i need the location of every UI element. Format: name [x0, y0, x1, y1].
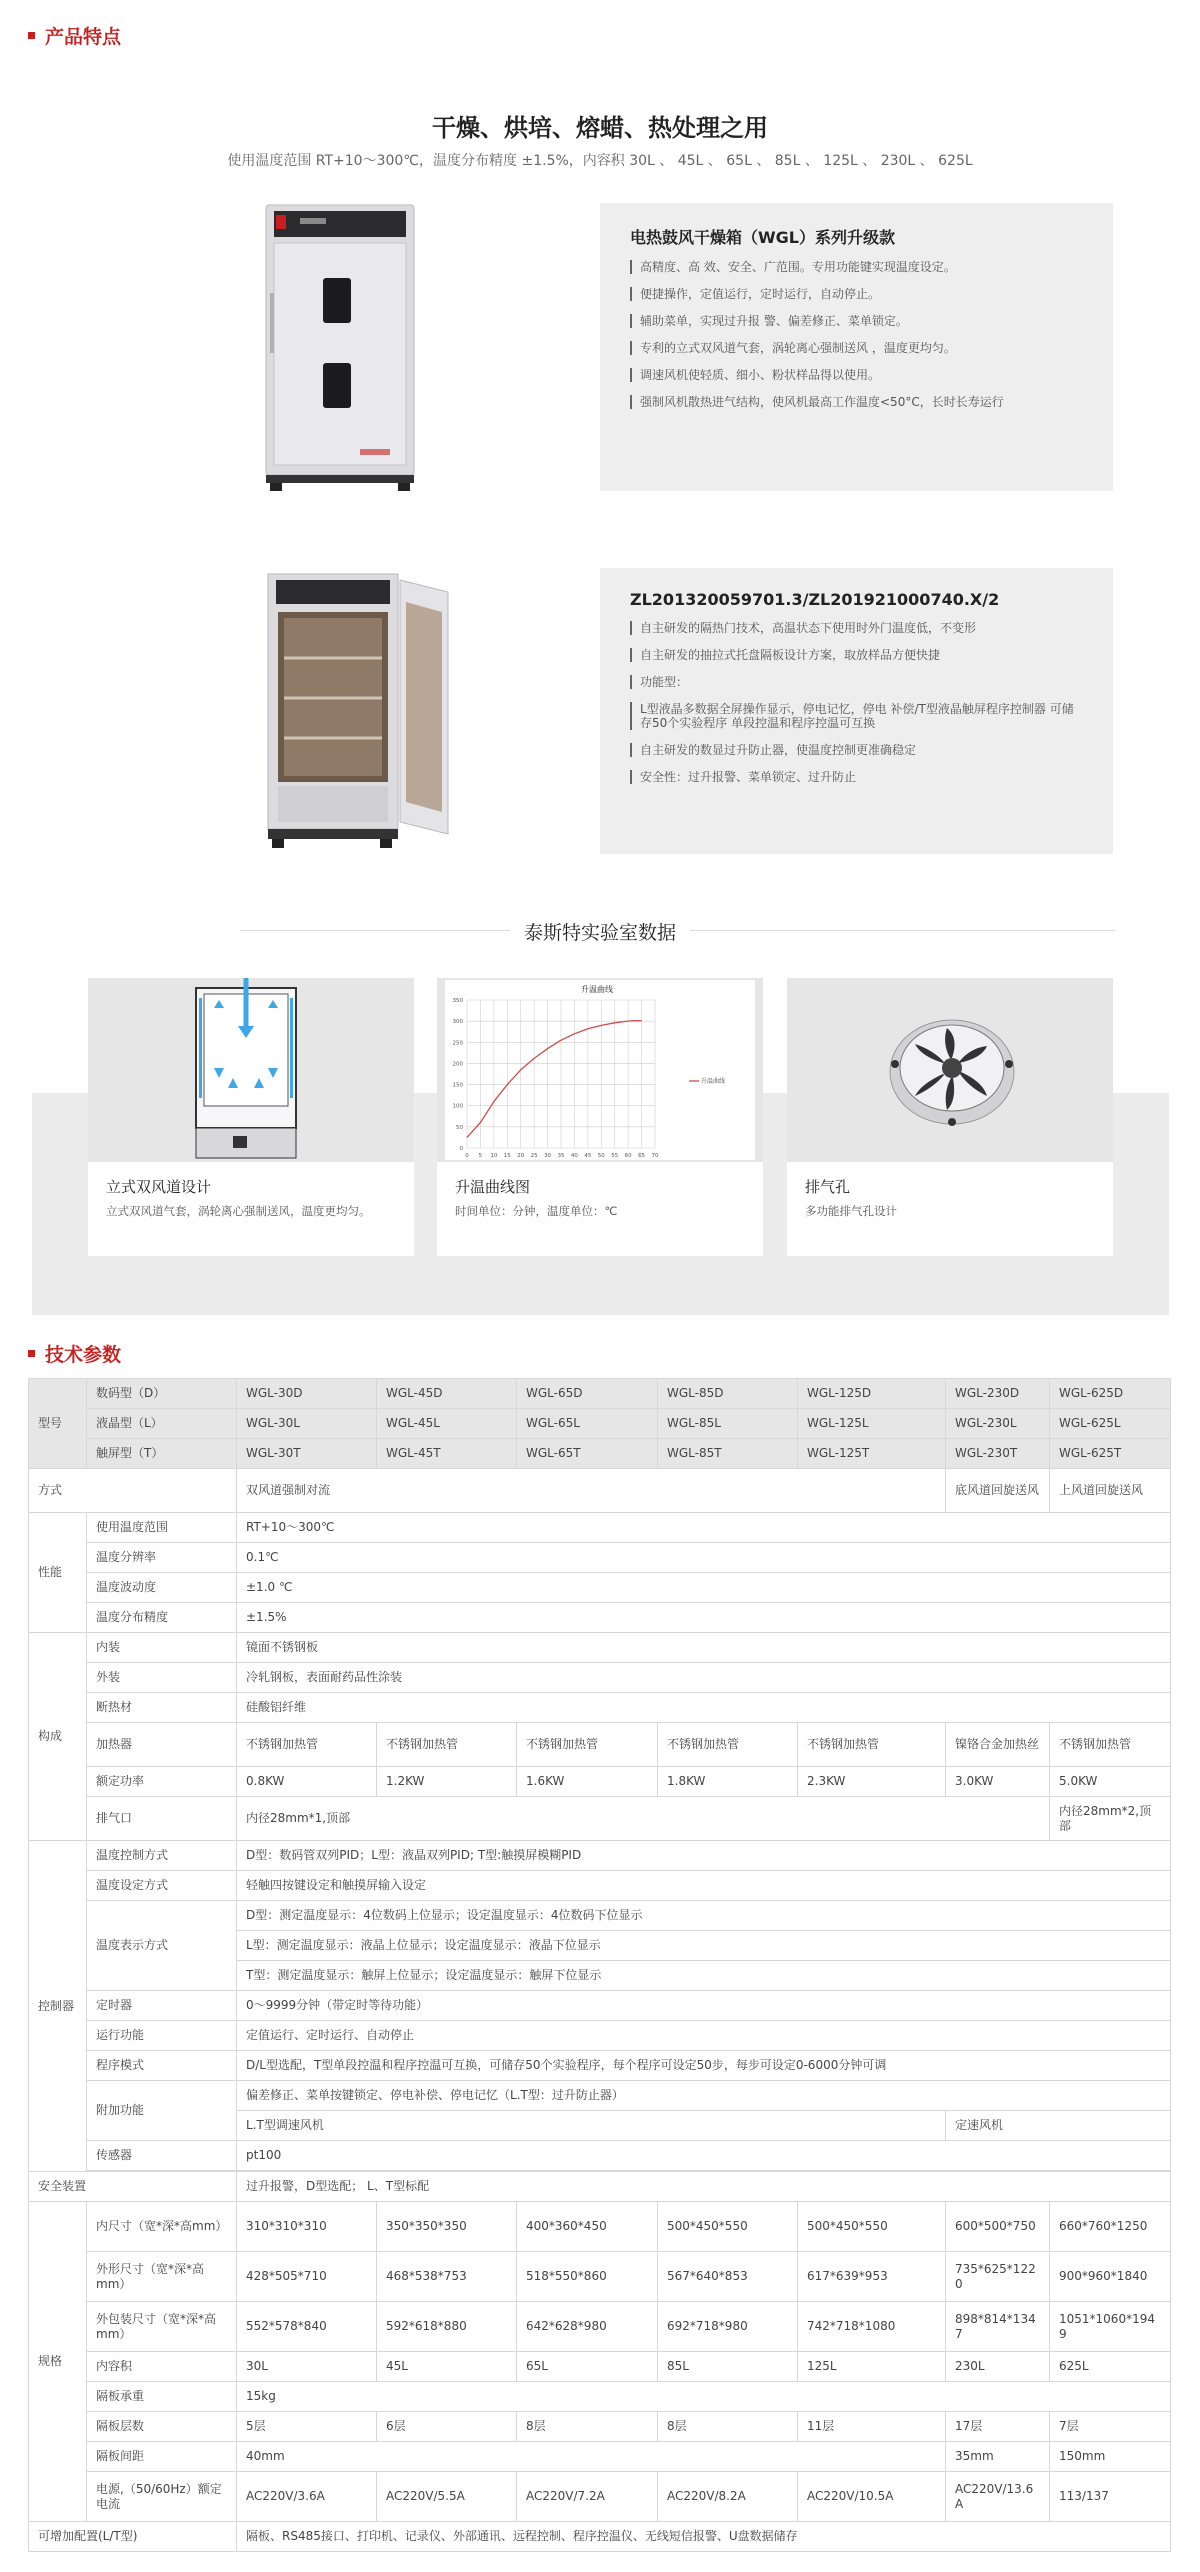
cell: WGL-230L	[946, 1409, 1050, 1439]
row-label: 隔板层数	[87, 2412, 237, 2442]
cell: L.T型调速风机	[237, 2111, 946, 2141]
group-cell: 构成	[29, 1633, 87, 1841]
feature-item: 便捷操作，定值运行，定时运行，自动停止。	[630, 287, 1083, 301]
cell: 40mm	[237, 2442, 946, 2472]
group-cell: 方式	[29, 1469, 237, 1513]
feature-item: 高精度、高 效、安全、广范围。专用功能键实现温度设定。	[630, 260, 1083, 274]
cell: 500*450*550	[658, 2202, 798, 2252]
row-label: 外装	[87, 1663, 237, 1693]
lab-heading	[0, 918, 1200, 945]
table-row	[29, 2302, 1171, 2352]
y-tick-label: 300	[452, 1019, 463, 1026]
cell: 85L	[658, 2352, 798, 2382]
cell: L型：测定温度显示：液晶上位显示；设定温度显示：液晶下位显示	[237, 1931, 1171, 1961]
table-row	[29, 1573, 1171, 1603]
cell: 上风道回旋送风	[1050, 1469, 1171, 1513]
table-row	[29, 1991, 1171, 2021]
product2-heading: ZL201320059701.3/ZL201921000740.X/2	[630, 590, 1000, 609]
cell: 镍铬合金加热丝	[946, 1723, 1050, 1767]
cell: 552*578*840	[237, 2302, 377, 2352]
x-tick-label: 45	[584, 1153, 592, 1159]
cell: 742*718*1080	[798, 2302, 946, 2352]
oven-closed-image	[260, 203, 420, 493]
cell: 11层	[798, 2412, 946, 2442]
row-label: 排气口	[87, 1797, 237, 1841]
cell: 1.2KW	[377, 1767, 517, 1797]
product2-feature-list	[630, 621, 1083, 784]
cell: 镜面不锈钢板	[237, 1633, 1171, 1663]
table-row	[29, 1663, 1171, 1693]
group-cell: 控制器	[29, 1841, 87, 2172]
chart-title: 升温曲线	[581, 985, 613, 994]
cell: WGL-230D	[946, 1379, 1050, 1409]
row-label: 内尺寸（宽*深*高mm）	[87, 2202, 237, 2252]
feature-item: 安全性：过升报警、菜单锁定、过升防止	[630, 770, 1083, 784]
airflow-diagram	[88, 978, 414, 1162]
cell: 不锈钢加热管	[1050, 1723, 1171, 1767]
cell: D型：数码管双列PID；L型：液晶双列PID; T型:触摸屏模糊PID	[237, 1841, 1171, 1871]
x-tick-label: 40	[570, 1153, 578, 1159]
cell: 双风道强制对流	[237, 1469, 946, 1513]
table-row	[29, 2081, 1171, 2111]
cell: D/L型选配，T型单段控温和程序控温可互换，可储存50个实验程序，每个程序可设定50步，每步可设定0-6000分钟可调	[237, 2051, 1171, 2081]
heating-curve-chart	[437, 978, 763, 1162]
cell: 400*360*450	[517, 2202, 658, 2252]
table-row	[29, 1693, 1171, 1723]
cell: AC220V/3.6A	[237, 2472, 377, 2522]
cell: 625L	[1050, 2352, 1171, 2382]
vent-image	[787, 978, 1113, 1162]
table-row	[29, 2352, 1171, 2382]
x-tick-label: 0	[465, 1153, 469, 1159]
group-cell: 安全装置	[29, 2172, 237, 2202]
row-label: 温度表示方式	[87, 1901, 237, 1991]
cell: WGL-30T	[237, 1439, 377, 1469]
cell: 底风道回旋送风	[946, 1469, 1050, 1513]
lab-card-curve	[437, 978, 763, 1256]
red-square-icon	[28, 32, 35, 39]
cell: WGL-65D	[517, 1379, 658, 1409]
cell: 17层	[946, 2412, 1050, 2442]
feature-item: 自主研发的数显过升防止器，使温度控制更准确稳定	[630, 743, 1083, 757]
cell: 轻触四按键设定和触摸屏输入设定	[237, 1871, 1171, 1901]
x-tick-label: 35	[557, 1153, 565, 1159]
table-row	[29, 1469, 1171, 1513]
table-row	[29, 2382, 1171, 2412]
row-label: 温度分辨率	[87, 1543, 237, 1573]
cell: WGL-85L	[658, 1409, 798, 1439]
cell: 567*640*853	[658, 2252, 798, 2302]
x-tick-label: 65	[638, 1153, 646, 1159]
section-heading-features	[28, 22, 121, 49]
cell: 1.8KW	[658, 1767, 798, 1797]
cell: WGL-85D	[658, 1379, 798, 1409]
row-label: 内容积	[87, 2352, 237, 2382]
cell: 45L	[377, 2352, 517, 2382]
y-tick-label: 150	[452, 1082, 463, 1089]
table-row	[29, 1901, 1171, 1931]
curve-svg	[437, 978, 763, 1162]
cell: WGL-30L	[237, 1409, 377, 1439]
cell: WGL-625L	[1050, 1409, 1171, 1439]
cell: 隔板、RS485接口、打印机、记录仪、外部通讯、远程控制、程序控温仪、无线短信报警、U盘数据储存	[237, 2522, 1171, 2552]
row-label: 数码型（D）	[87, 1379, 237, 1409]
table-row	[29, 2172, 1171, 2202]
group-cell: 性能	[29, 1513, 87, 1633]
cell: ±1.0 ℃	[237, 1573, 1171, 1603]
cell: 500*450*550	[798, 2202, 946, 2252]
row-label: 温度设定方式	[87, 1871, 237, 1901]
feature-item: 辅助菜单，实现过升报 警、偏差修正、菜单锁定。	[630, 314, 1083, 328]
card-title: 升温曲线图	[455, 1178, 531, 1196]
x-tick-label: 5	[478, 1153, 483, 1159]
cell: 898*814*1347	[946, 2302, 1050, 2352]
table-row	[29, 2202, 1171, 2252]
cell: AC220V/13.6A	[946, 2472, 1050, 2522]
product2-info-box	[600, 568, 1113, 854]
row-label: 加热器	[87, 1723, 237, 1767]
legend-label: 升温曲线	[701, 1078, 726, 1085]
table-row	[29, 1797, 1171, 1841]
row-label: 液晶型（L）	[87, 1409, 237, 1439]
cell: 定速风机	[946, 2111, 1171, 2141]
cell: 偏差修正、菜单按键锁定、停电补偿、停电记忆（L.T型：过升防止器）	[237, 2081, 1171, 2111]
cell: 660*760*1250	[1050, 2202, 1171, 2252]
y-tick-label: 350	[452, 998, 463, 1004]
cell: WGL-45D	[377, 1379, 517, 1409]
card-title: 立式双风道设计	[106, 1178, 212, 1196]
cell: WGL-30D	[237, 1379, 377, 1409]
table-row	[29, 2252, 1171, 2302]
table-row	[29, 2412, 1171, 2442]
cell: AC220V/7.2A	[517, 2472, 658, 2522]
lab-card-airflow	[88, 978, 414, 1256]
row-label: 外包装尺寸（宽*深*高mm）	[87, 2302, 237, 2352]
table-row	[29, 1633, 1171, 1663]
cell: 350*350*350	[377, 2202, 517, 2252]
cell: 0～9999分钟（带定时等待功能）	[237, 1991, 1171, 2021]
cell: 230L	[946, 2352, 1050, 2382]
x-tick-label: 20	[517, 1153, 525, 1159]
cell: 735*625*1220	[946, 2252, 1050, 2302]
cell: 不锈钢加热管	[517, 1723, 658, 1767]
table-row	[29, 1379, 1171, 1409]
row-label: 附加功能	[87, 2081, 237, 2141]
cell: 定值运行、定时运行、自动停止	[237, 2021, 1171, 2051]
cell: 2.3KW	[798, 1767, 946, 1797]
cell: 不锈钢加热管	[237, 1723, 377, 1767]
cell: 6层	[377, 2412, 517, 2442]
table-row	[29, 1409, 1171, 1439]
cell: WGL-230T	[946, 1439, 1050, 1469]
cell: 1051*1060*1949	[1050, 2302, 1171, 2352]
table-row	[29, 1767, 1171, 1797]
product1-feature-list	[630, 260, 1083, 409]
red-square-icon	[28, 1350, 35, 1357]
product1-info-box	[600, 203, 1113, 491]
cell: 过升报警，D型选配； L、T型标配	[237, 2172, 1171, 2202]
cell: 8层	[517, 2412, 658, 2442]
card-desc: 立式双风道气套，涡轮离心强制送风，温度更均匀。	[106, 1204, 371, 1218]
cell: 8层	[658, 2412, 798, 2442]
table-row	[29, 2442, 1171, 2472]
cell: 125L	[798, 2352, 946, 2382]
cell: 35mm	[946, 2442, 1050, 2472]
y-tick-label: 100	[452, 1103, 463, 1110]
row-label: 温度分布精度	[87, 1603, 237, 1633]
cell: AC220V/10.5A	[798, 2472, 946, 2522]
group-cell: 规格	[29, 2202, 87, 2522]
cell: 150mm	[1050, 2442, 1171, 2472]
cell: 不锈钢加热管	[798, 1723, 946, 1767]
x-tick-label: 60	[624, 1153, 632, 1159]
cell: 692*718*980	[658, 2302, 798, 2352]
table-row	[29, 2051, 1171, 2081]
cell: WGL-125D	[798, 1379, 946, 1409]
cell: WGL-625T	[1050, 1439, 1171, 1469]
hero-title: 干燥、烘培、熔蜡、热处理之用	[432, 114, 768, 142]
lab-card-vent	[787, 978, 1113, 1256]
x-tick-label: 15	[503, 1153, 511, 1159]
cell: WGL-65L	[517, 1409, 658, 1439]
cell: WGL-65T	[517, 1439, 658, 1469]
x-tick-label: 50	[597, 1153, 605, 1159]
section-heading-text: 产品特点	[45, 26, 122, 48]
row-label: 使用温度范围	[87, 1513, 237, 1543]
feature-item: 专利的立式双风道气套，涡轮离心强制送风 ，温度更均匀。	[630, 341, 1083, 355]
cell: 468*538*753	[377, 2252, 517, 2302]
cell: AC220V/8.2A	[658, 2472, 798, 2522]
cell: WGL-125T	[798, 1439, 946, 1469]
row-label: 额定功率	[87, 1767, 237, 1797]
spec-table	[28, 1378, 1171, 2552]
group-cell: 型号	[29, 1379, 87, 1469]
cell: 113/137	[1050, 2472, 1171, 2522]
cell: WGL-85T	[658, 1439, 798, 1469]
cell: 15kg	[237, 2382, 1171, 2412]
cell: 不锈钢加热管	[377, 1723, 517, 1767]
oven-open-image	[260, 572, 460, 850]
cell: 600*500*750	[946, 2202, 1050, 2252]
cell: 30L	[237, 2352, 377, 2382]
product1-heading: 电热鼓风干燥箱（WGL）系列升级款	[630, 228, 895, 247]
card-desc: 多功能排气孔设计	[805, 1204, 897, 1218]
row-label: 隔板间距	[87, 2442, 237, 2472]
cell: 内径28mm*2,顶部	[1050, 1797, 1171, 1841]
card-desc: 时间单位：分钟，温度单位：℃	[455, 1204, 618, 1218]
x-tick-label: 30	[544, 1153, 552, 1159]
row-label: 触屏型（T）	[87, 1439, 237, 1469]
row-label: 运行功能	[87, 2021, 237, 2051]
cell: 5.0KW	[1050, 1767, 1171, 1797]
cell: 5层	[237, 2412, 377, 2442]
row-label: 定时器	[87, 1991, 237, 2021]
table-row	[29, 2141, 1171, 2171]
cell: 310*310*310	[237, 2202, 377, 2252]
feature-item: L型液晶多数据全屏操作显示，停电记忆，停电 补偿/T型液晶触屏程序控制器 可储存50个实验程序 单段控温和程序控温可互换	[630, 702, 1083, 730]
cell: WGL-45L	[377, 1409, 517, 1439]
cell: AC220V/5.5A	[377, 2472, 517, 2522]
cell: 518*550*860	[517, 2252, 658, 2302]
feature-item: 自主研发的抽拉式托盘隔板设计方案，取放样品方便快捷	[630, 648, 1083, 662]
cell: 642*628*980	[517, 2302, 658, 2352]
cell: 0.1℃	[237, 1543, 1171, 1573]
row-label: 传感器	[87, 2141, 237, 2171]
cell: 不锈钢加热管	[658, 1723, 798, 1767]
cell: 3.0KW	[946, 1767, 1050, 1797]
row-label: 温度波动度	[87, 1573, 237, 1603]
lab-heading-text: 泰斯特实验室数据	[510, 922, 690, 944]
cell: 0.8KW	[237, 1767, 377, 1797]
y-tick-label: 200	[452, 1061, 463, 1068]
cell: 65L	[517, 2352, 658, 2382]
x-tick-label: 10	[490, 1153, 498, 1159]
table-row	[29, 2522, 1171, 2552]
cell: 1.6KW	[517, 1767, 658, 1797]
cell: 7层	[1050, 2412, 1171, 2442]
cell: 硅酸铝纤维	[237, 1693, 1171, 1723]
table-row	[29, 1723, 1171, 1767]
feature-item: 自主研发的隔热门技术，高温状态下使用时外门温度低，不变形	[630, 621, 1083, 635]
row-label: 外形尺寸（宽*深*高mm）	[87, 2252, 237, 2302]
section-heading-specs	[28, 1340, 121, 1367]
y-tick-label: 50	[456, 1124, 463, 1131]
cell: WGL-125L	[798, 1409, 946, 1439]
table-row	[29, 1513, 1171, 1543]
row-label: 隔板承重	[87, 2382, 237, 2412]
cell: pt100	[237, 2141, 1171, 2171]
cell: 592*618*880	[377, 2302, 517, 2352]
feature-item: 调速风机使轻质、细小、粉状样品得以使用。	[630, 368, 1083, 382]
cell: WGL-45T	[377, 1439, 517, 1469]
table-row	[29, 1871, 1171, 1901]
table-row	[29, 1439, 1171, 1469]
cell: ±1.5%	[237, 1603, 1171, 1633]
row-label: 程序模式	[87, 2051, 237, 2081]
cell: RT+10～300℃	[237, 1513, 1171, 1543]
hero-subtitle: 使用温度范围 RT+10～300℃，温度分布精度 ±1.5%，内容积 30L 、 45L 、 65L 、 85L 、 125L 、 230L 、 625L	[227, 153, 973, 169]
cell: 内径28mm*1,顶部	[237, 1797, 1050, 1841]
x-tick-label: 70	[651, 1153, 659, 1159]
cell: D型：测定温度显示：4位数码上位显示；设定温度显示：4位数码下位显示	[237, 1901, 1171, 1931]
y-tick-label: 0	[459, 1146, 463, 1152]
cell: T型：测定温度显示：触屏上位显示；设定温度显示：触屏下位显示	[237, 1961, 1171, 1991]
table-row	[29, 2021, 1171, 2051]
row-label: 内装	[87, 1633, 237, 1663]
table-row	[29, 1603, 1171, 1633]
cell: 617*639*953	[798, 2252, 946, 2302]
cell: WGL-625D	[1050, 1379, 1171, 1409]
table-row	[29, 1841, 1171, 1871]
card-title: 排气孔	[805, 1178, 851, 1196]
row-label: 电源,（50/60Hz）额定电流	[87, 2472, 237, 2522]
x-tick-label: 25	[530, 1153, 538, 1159]
row-label: 温度控制方式	[87, 1841, 237, 1871]
y-tick-label: 250	[452, 1040, 463, 1047]
table-row	[29, 1543, 1171, 1573]
cell: 428*505*710	[237, 2252, 377, 2302]
table-row	[29, 2472, 1171, 2522]
feature-item: 强制风机散热进气结构，使风机最高工作温度<50°C，长时长寿运行	[630, 395, 1083, 409]
x-tick-label: 55	[611, 1153, 619, 1159]
row-label: 断热材	[87, 1693, 237, 1723]
section-heading-text: 技术参数	[45, 1344, 122, 1366]
cell: 900*960*1840	[1050, 2252, 1171, 2302]
group-cell: 可增加配置(L/T型)	[29, 2522, 237, 2552]
cell: 冷轧钢板，表面耐药品性涂装	[237, 1663, 1171, 1693]
feature-item: 功能型：	[630, 675, 1083, 689]
